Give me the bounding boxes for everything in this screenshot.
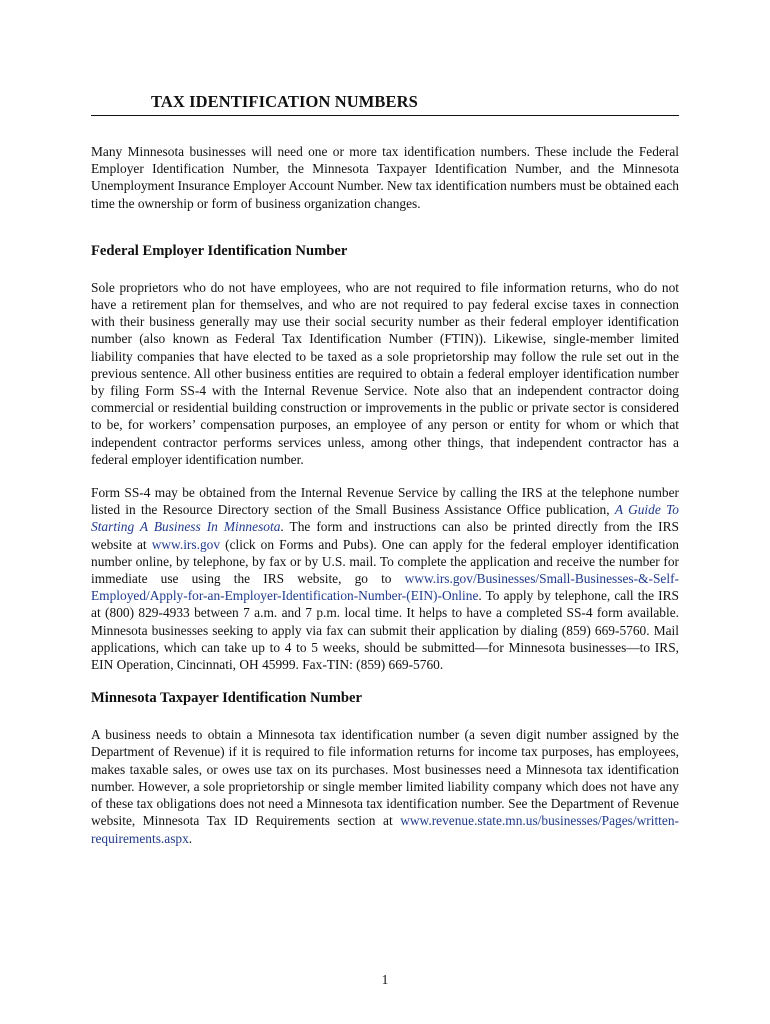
fein-heading: Federal Employer Identification Number: [91, 242, 348, 259]
ein-online-link[interactable]: www.irs.gov/Businesses/Small-Businesses-&-Self-Employed/Apply-for-an-Employer-Identification-Number-(EIN)-Online: [91, 571, 679, 604]
irs-website-link[interactable]: www.irs.gov: [151, 536, 221, 552]
fein-paragraph-1: Sole proprietors who do not have employees, who are not required to file information returns, who do not have a retirement plan for themselves, and who are not required to pay federal excise taxes in connection with their business generally may use their social security number as their federal employer identification number (also known as Federal Tax Identification Number (FTIN)). Likewise, single-member limited liability companies that have elected to be taxed as a sole proprietorship may follow the rule set out in the previous sentence. All other business entities are required to obtain a federal employer identification number by filing Form SS-4 with the Internal Revenue Service. Note also that an independent contractor doing commercial or residential building construction or improvements in the public or private sector is considered to be, for workers’ compensation purposes, an employee of any person or entity for whom or which that independent contractor performs services unless, among other things, that independent contractor has a federal employer identification number.: [91, 279, 679, 467]
mtin-p1-text-a: A business needs to obtain a Minnesota tax identification number (a seven digit number assigned by the Department of Revenue) if it is required to file information returns for income tax purposes, has employees, makes taxable sales, or owes use tax on its purchases. Most businesses need a Minnesota tax identification number. However, a sole proprietorship or single member limited liability company which does not have any of these tax obligations does not need a Minnesota tax identification number. See the Department of Revenue website, Minnesota Tax ID Requirements section at: [91, 727, 679, 829]
fein-paragraph-2: [91, 484, 679, 673]
fein-p2-text-c: (click on Forms and Pubs). One can apply for the federal employer identification number online, by telephone, by fax or by U.S. mail. To complete the application and receive the number for immediate use using the IRS website, go to: [91, 536, 679, 587]
fein-p2-text-a: Form SS-4 may be obtained from the Internal Revenue Service by calling the IRS at the telephone number listed in the Resource Directory section of the Small Business Assistance Office publication,: [91, 485, 679, 518]
mtin-heading: Minnesota Taxpayer Identification Number: [91, 690, 362, 707]
intro-paragraph: Many Minnesota businesses will need one or more tax identification numbers. These include the Federal Employer Identification Number, the Minnesota Taxpayer Identification Number, and the Minnesota Unemployment Insurance Employer Account Number. New tax identification numbers must be obtained each time the ownership or form of business organization changes.: [91, 144, 679, 211]
fein-p2-text-b: . The form and instructions can also be printed directly from the IRS website at: [91, 519, 680, 552]
page-number: 1: [381, 972, 389, 987]
fein-p2-text-d: . To apply by telephone, call the IRS at (800) 829-4933 between 7 a.m. and 7 p.m. local time. It helps to have a completed SS-4 form available. Minnesota businesses seeking to apply via fax can submit their application by dialing (859) 669-5760. Mail applications, which can take up to 4 to 5 weeks, should be submitted—for Minnesota businesses—to IRS, EIN Operation, Cincinnati, OH 45999. Fax-TIN: (859) 669-5760.: [91, 588, 679, 673]
mtin-paragraph: [91, 726, 679, 846]
document-page: [91, 92, 679, 847]
revenue-requirements-link[interactable]: www.revenue.state.mn.us/businesses/Pages/written-requirements.aspx: [91, 813, 679, 846]
page-title: TAX IDENTIFICATION NUMBERS: [91, 92, 679, 116]
guide-publication-link[interactable]: A Guide To Starting A Business In Minnesota: [91, 502, 679, 535]
mtin-p1-text-b: .: [188, 830, 193, 846]
